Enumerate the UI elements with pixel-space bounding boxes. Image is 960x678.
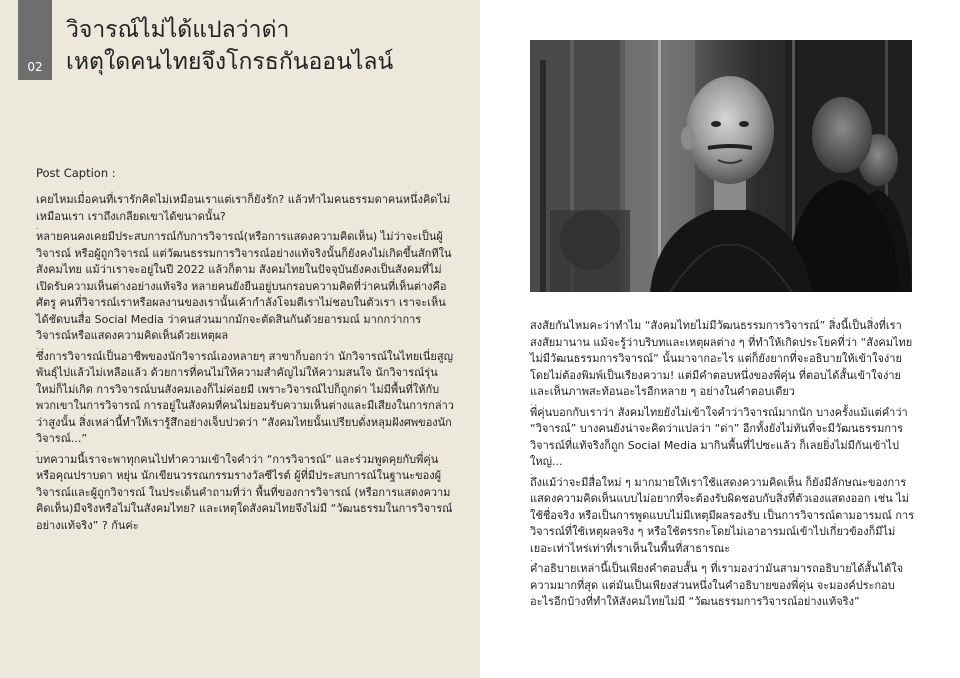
- paragraph: หลายคนคงเคยมีประสบการณ์กับการวิจารณ์(หรือการแสดงความคิดเห็น) ไม่ว่าจะเป็นผู้วิจารณ์ หรือผู้ถูกวิจารณ์ แต่วัฒนธรรมการวิจารณ์อย่างแท้จริงนั้นก็ยังคงไม่เกิดขึ้นสักทีในสังคมไทย แม้ว่าเราจะอยู่ในปี 2022 แล้วก็ตาม สังคมไทยในปัจจุบันยังคงเป็นสังคมที่ไม่เปิดรับความเห็นต่างอย่างแท้จริง หลายคนยังยืนอยู่บนกรอบความคิดที่ว่าคนที่เห็นต่างคือศัตรู คนที่วิจารณ์เราหรือผลงานของเรานั้นเค้ากำลังโจมตีเราไม่ชอบในตัวเรา เราจะเห็นได้ชัดบนสื่อ Social Media ว่าคนส่วนมากมักจะตัดสินกันด้วยอารมณ์ มากกว่าการวิจารณ์หรือแสดงความคิดเห็นด้วยเหตุผล: [36, 230, 452, 342]
- caption-label: Post Caption :: [36, 166, 116, 180]
- paragraph: บทความนี้เราจะพาทุกคนไปทำความเข้าใจคำว่า “การวิจารณ์” และร่วมพูดคุยกับพี่คุ่น หรือคุณปราบดา หยุ่น นักเขียนวรรณกรรมรางวัลซีไรต์ ผู้ที่มีประสบการณ์ในฐานะของผู้วิจารณ์และผู้ถูกวิจารณ์ ในประเด็นคำถามที่ว่า พื้นที่ของการวิจารณ์ (หรือการแสดงความคิดเห็น)มีจริงหรือไม่ในสังคมไทย? และเหตุใดสังคมไทยจึงไม่มี “วัฒนธรรมในการวิจารณ์อย่างแท้จริง” ? กันค่ะ: [36, 452, 453, 532]
- paragraph-separator: .: [530, 397, 533, 407]
- left-body-text: [36, 192, 456, 534]
- paragraph: ซึ่งการวิจารณ์เป็นอาชีพของนักวิจารณ์เองหลายๆ สาขาก็บอกว่า นักวิจารณ์ในไทยเนี่ยสูญพันธุ์ไปแล้วไม่เหลือแล้ว ด้วยการที่คนไม่ให้ความสำคัญไม่ให้ความสนใจ นักวิจารณ์รุ่นใหม่ก็ไม่เกิด การวิจารณ์บนสังคมเองก็ไม่ค่อยมี เพราะวิจารณ์ไปก็ถูกด่า ไม่มีพื้นที่ให้กับพวกเขาในการวิจารณ์ การอยู่ในสังคมที่คนไม่ยอมรับความเห็นต่างและมีเสียงในการกล่าวว่าสูงนั้น สิ่งเหล่านี้ทำให้เรารู้สึกอย่างเจ็บปวดว่า “สังคมไทยนั้นเปรียบดั่งหลุมฝังศพของนักวิจารณ์...”: [36, 349, 454, 445]
- title-line-2: เหตุใดคนไทยจึงโกรธกันออนไลน์: [66, 49, 394, 75]
- paragraph: ถึงแม้ว่าจะมีสื่อใหม่ ๆ มากมายให้เราใช้แสดงความคิดเห็น ก็ยังมีลักษณะของการแสดงความคิดเห็นแบบไม่อยากที่จะต้องรับผิดชอบกับสิ่งที่ตัวเองแสดงออก เช่น ไม่ใช้ชื่อจริง หรือเป็นการพูดแบบไม่มีเหตุมีผลรองรับ เป็นการวิจารณ์ตามอารมณ์ การวิจารณ์ที่ใช้เหตุผลจริง ๆ หรือใช้ตรรกะโดยไม่เอาอารมณ์เข้าไปเกี่ยวข้องก็มีไม่เยอะเท่าไหร่เท่าที่เราเห็นในพื้นที่สาธารณะ: [530, 475, 915, 555]
- paragraph-separator: .: [36, 444, 39, 454]
- paragraph: คำอธิบายเหล่านี้เป็นเพียงคำตอบสั้น ๆ ที่เรามองว่ามันสามารถอธิบายได้สั้นได้ใจความมากที่สุด แต่มันเป็นเพียงส่วนหนึ่งในคำอธิบายของพี่คุ่น จะมองค์ประกอบอะไรอีกบ้างที่ทำให้สังคมไทยไม่มี “วัฒนธรรมการวิจารณ์อย่างแท้จริง”: [530, 562, 904, 608]
- title-line-1: วิจารณ์ไม่ได้แปลว่าด่า: [66, 17, 290, 43]
- portrait-photo: [530, 40, 912, 292]
- paragraph-separator: .: [530, 554, 533, 563]
- paragraph: เคยไหมเมื่อคนที่เรารักคิดไม่เหมือนเราแต่เราก็ยังรัก? แล้วทำไมคนธรรมดาคนหนึ่งคิดไม่เหมือนเรา เราถึงเกลียดเขาได้ขนาดนั้น?: [36, 193, 451, 223]
- paragraph: สงสัยกันไหมคะว่าทำไม “สังคมไทยไม่มีวัฒนธรรมการวิจารณ์” สิ่งนี้เป็นสิ่งที่เราสงสัยมานาน แม้จะรู้ว่าบริบทและเหตุผลต่าง ๆ ที่ทำให้เกิดประโยคที่ว่า “สังคมไทยไม่มีวัฒนธรรมการวิจารณ์” นั้นมาจากอะไร แต่ก็ยังยากที่จะอธิบายให้เข้าใจง่ายโดยไม่ต้องพิมพ์เป็นเรียงความ! แต่มีคำตอบหนึ่งของพี่คุ่น ที่ตอบได้สั้นเข้าใจง่ายและเห็นภาพสะท้อนอะไรอีกหลาย ๆ อย่างในคำตอบเดียว: [530, 319, 913, 398]
- portrait-photo-illustration: [530, 40, 912, 292]
- paragraph-separator: .: [36, 222, 39, 231]
- right-body-text: [530, 318, 915, 611]
- section-number: 02: [27, 60, 43, 74]
- section-number-box: [18, 0, 52, 80]
- article-title: [66, 14, 393, 78]
- paragraph-separator: .: [36, 341, 39, 351]
- paragraph-separator: .: [530, 467, 533, 477]
- paragraph: พี่คุ่นบอกกับเราว่า สังคมไทยยังไม่เข้าใจคำว่าวิจารณ์มากนัก บางครั้งแม้แต่คำว่า “วิจารณ์” บางคนยังน่าจะคิดว่าแปลว่า “ด่า” อีกทั้งยังไม่ทันที่จะมีวัฒนธรรมการวิจารณ์ที่แท้จริงก็ถูก Social Media มากินพื้นที่ไปซะแล้ว ก็เลยยิ่งไม่มีกันเข้าไปใหญ่...: [530, 405, 908, 468]
